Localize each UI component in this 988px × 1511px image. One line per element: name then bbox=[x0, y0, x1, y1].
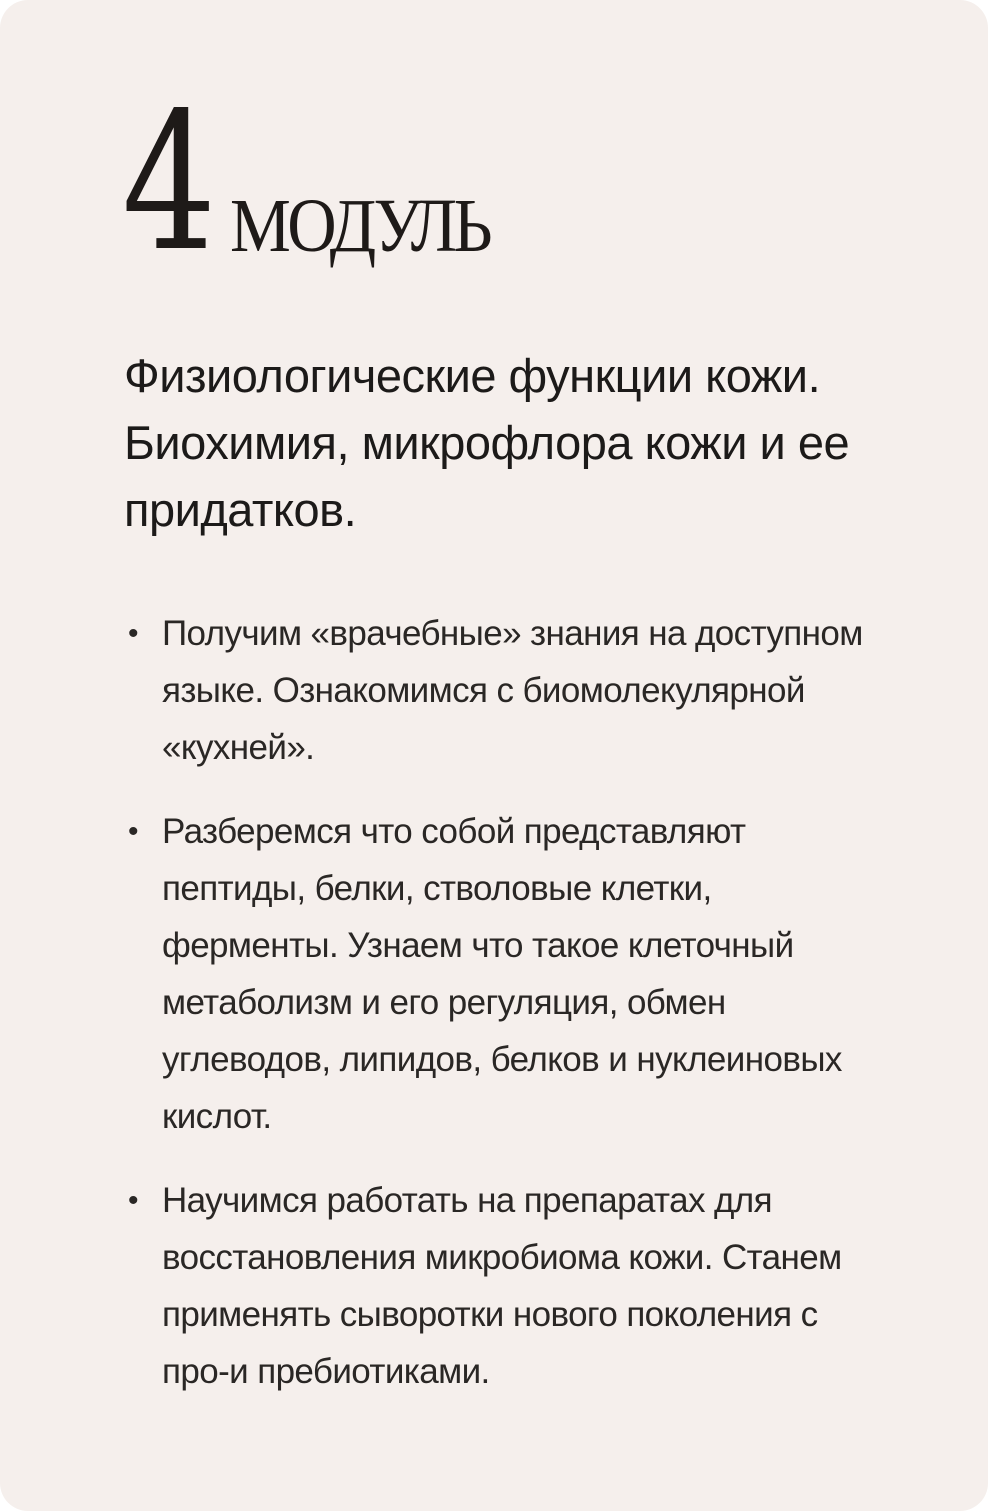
list-item-text: Научимся работать на препаратах для восстановления микробиома кожи. Станем применять сыворотки нового поколения с про-и пребиотиками. bbox=[162, 1181, 842, 1391]
list-item bbox=[124, 1172, 884, 1400]
bullet-dot-icon: • bbox=[128, 815, 138, 848]
module-number: 4 bbox=[122, 72, 212, 293]
module-label: МОДУЛЬ bbox=[230, 184, 490, 268]
list-item-text: Получим «врачебные» знания на доступном языке. Ознакомимся с биомолекулярной «кухней». bbox=[162, 614, 863, 767]
bullet-dot-icon: • bbox=[128, 1184, 138, 1217]
bullet-dot-icon: • bbox=[128, 617, 138, 650]
bullet-list bbox=[124, 605, 884, 1400]
list-item bbox=[124, 803, 884, 1145]
module-title: Физиологические функции кожи. Биохимия, микрофлора кожи и ее придатков. bbox=[124, 349, 850, 536]
list-item bbox=[124, 605, 884, 776]
list-item-text: Разберемся что собой представляют пептиды, белки, стволовые клетки, ферменты. Узнаем что такое клеточный метаболизм и его регуляция, обмен углеводов, липидов, белков и нуклеиновых кислот. bbox=[162, 812, 842, 1136]
